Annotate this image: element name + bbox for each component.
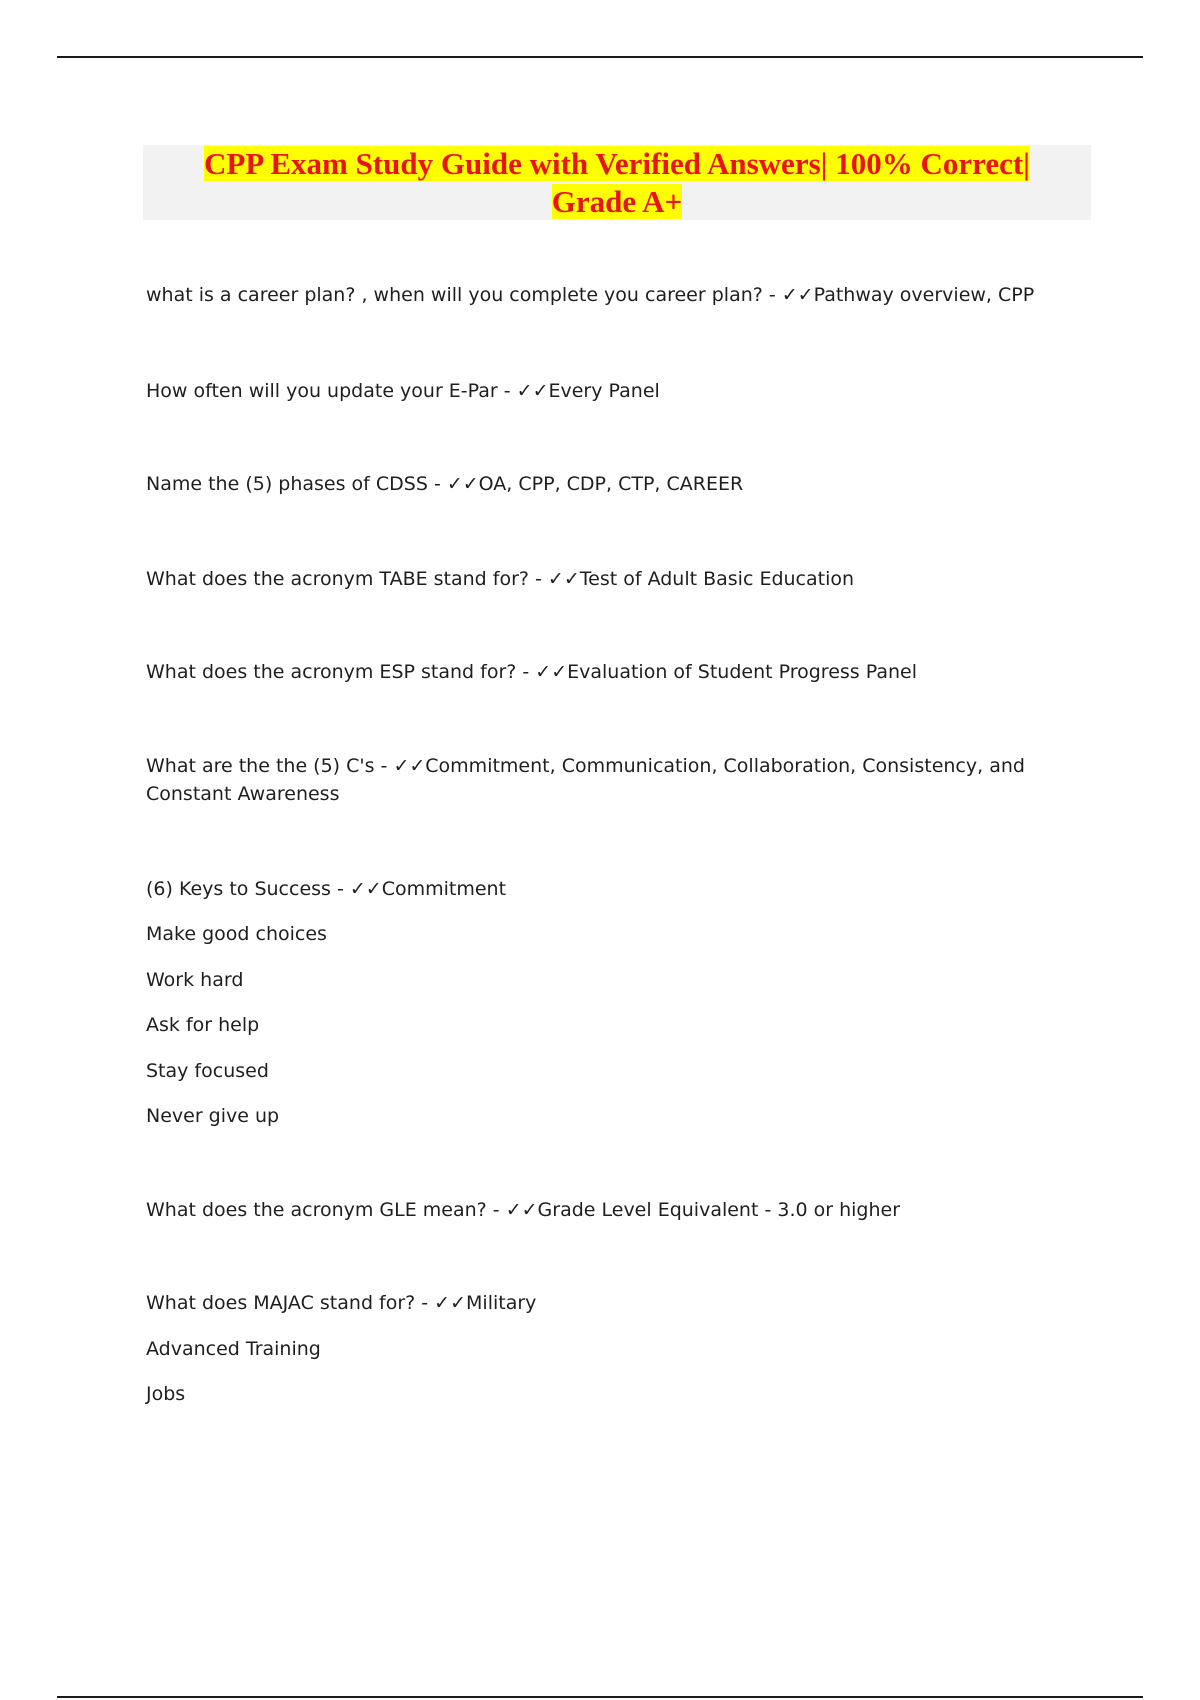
qa-entry: what is a career plan? , when will you complete you career plan? - ✓✓Pathway overview, CPP: [146, 284, 1035, 306]
document-title-line-1: CPP Exam Study Guide with Verified Answers| 100% Correct|: [204, 146, 1030, 181]
header-rule: [57, 56, 1143, 58]
qa-entry: (6) Keys to Success - ✓✓Commitment: [146, 878, 507, 900]
document-title-line-2: Grade A+: [551, 184, 683, 219]
list-line: Work hard: [146, 969, 244, 991]
list-line: Never give up: [146, 1105, 280, 1127]
list-line: Stay focused: [146, 1060, 269, 1082]
qa-entry: What does the acronym GLE mean? - ✓✓Grade Level Equivalent - 3.0 or higher: [146, 1199, 901, 1221]
list-line: Advanced Training: [146, 1338, 321, 1360]
document-title: [143, 145, 1091, 221]
qa-entry: How often will you update your E-Par - ✓✓Every Panel: [146, 380, 660, 402]
footer-rule: [57, 1696, 1143, 1698]
list-line: Make good choices: [146, 923, 327, 945]
list-line: Jobs: [146, 1383, 186, 1405]
qa-entry: Name the (5) phases of CDSS - ✓✓OA, CPP, CDP, CTP, CAREER: [146, 473, 744, 495]
list-line: Ask for help: [146, 1014, 260, 1036]
qa-entry: What does the acronym TABE stand for? - ✓✓Test of Adult Basic Education: [146, 568, 855, 590]
qa-entry: What does MAJAC stand for? - ✓✓Military: [146, 1292, 537, 1314]
qa-entry: What does the acronym ESP stand for? - ✓✓Evaluation of Student Progress Panel: [146, 661, 917, 683]
qa-entry: What are the the (5) C's - ✓✓Commitment, Communication, Collaboration, Consistency, and Constant Awareness: [146, 755, 1025, 805]
title-box: [143, 145, 1091, 220]
